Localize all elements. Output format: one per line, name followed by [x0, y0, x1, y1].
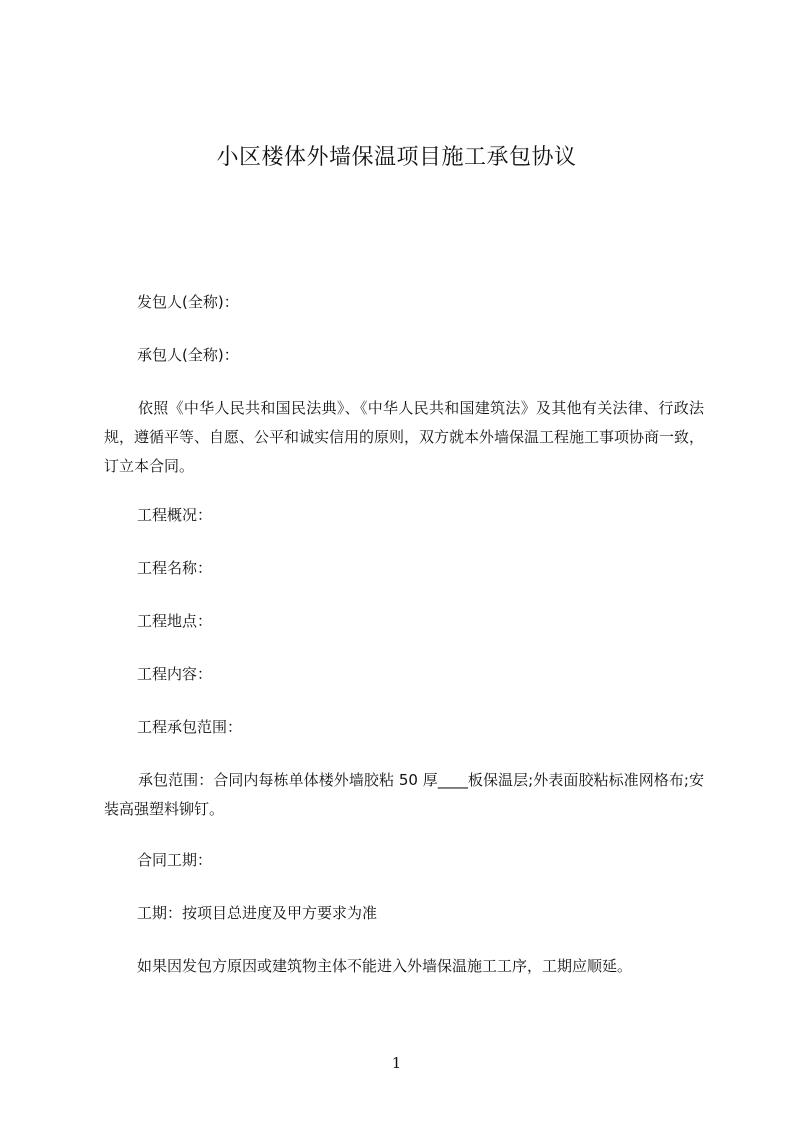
- party-b-label: 承包人(全称)：: [137, 346, 239, 364]
- document-title: 小区楼体外墙保温项目施工承包协议: [216, 145, 577, 170]
- duration-text: 工期：按项目总进度及甲方要求为准: [137, 904, 378, 922]
- overview-heading: 工程概况：: [137, 506, 213, 524]
- project-content-label: 工程内容：: [137, 665, 213, 683]
- party-a-label: 发包人(全称)：: [137, 293, 239, 311]
- page-number: 1: [391, 1054, 402, 1072]
- project-name-label: 工程名称：: [137, 559, 213, 577]
- delay-text: 如果因发包方原因或建筑物主体不能进入外墙保温施工工序，工期应顺延。: [137, 957, 633, 975]
- scope-heading: 工程承包范围：: [137, 718, 243, 736]
- preamble-paragraph: 依照《中华人民共和国民法典》、《中华人民共和国建筑法》及其他有关法律、行政法规，遵循平等、自愿、公平和诚实信用的原则，双方就本外墙保温工程施工事项协商一致，订立本合同。: [104, 399, 705, 475]
- duration-heading: 合同工期：: [137, 851, 213, 869]
- project-location-label: 工程地点：: [137, 612, 213, 630]
- scope-paragraph: 承包范围：合同内每栋单体楼外墙胶粘 50 厚____板保温层;外表面胶粘标准网格布;安装高强塑料铆钉。: [104, 771, 704, 818]
